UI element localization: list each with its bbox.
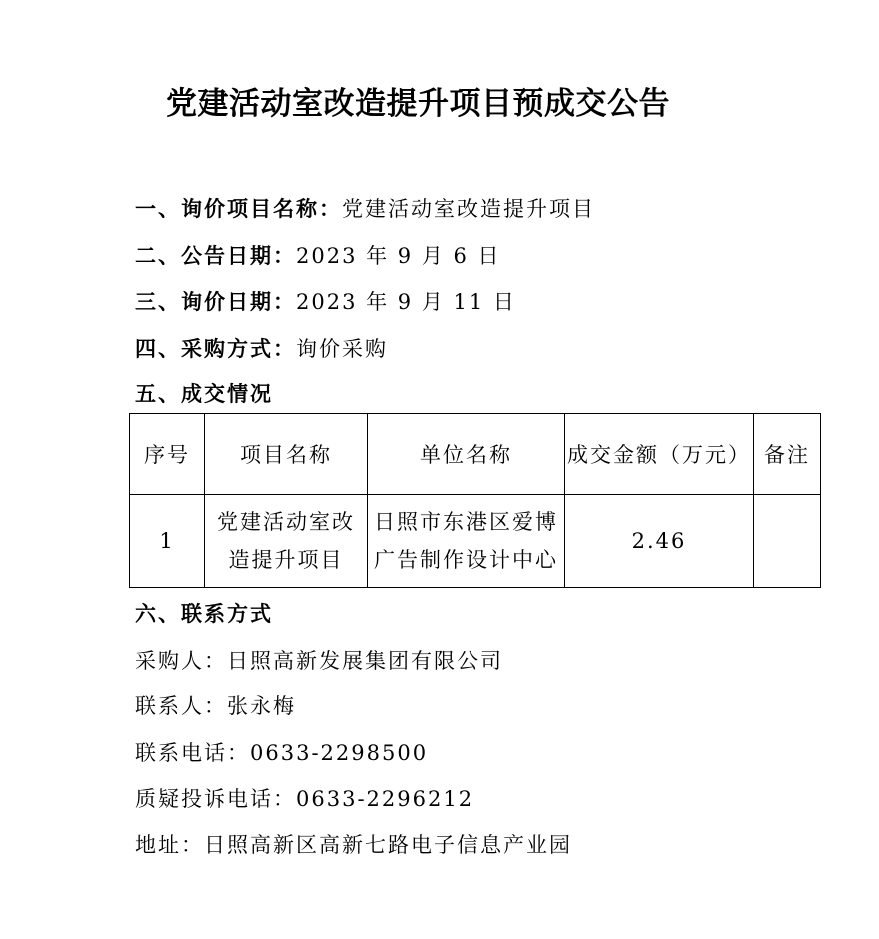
header-unit: 单位名称 [368,414,565,495]
cell-remark [754,495,821,588]
project-name-label: 一、询价项目名称： [135,196,342,221]
announce-date-value: 2023 年 9 月 6 日 [296,244,501,268]
contact-heading-label: 六、联系方式 [135,601,273,626]
contact-person: 联系人：张永梅 [135,694,296,718]
table-header-row [130,414,821,495]
cell-project-line2: 造提升项目 [228,548,344,572]
cell-no: 1 [130,495,205,588]
table-row [130,495,821,588]
cell-project [205,495,368,588]
cell-unit-line1: 日照市东港区爱博 [374,510,558,534]
header-amount: 成交金额（万元） [565,414,754,495]
project-name-line [135,193,595,223]
method-value: 询价采购 [296,337,388,361]
cell-project-line1: 党建活动室改 [217,510,355,534]
contact-address: 地址：日照高新区高新七路电子信息产业园 [135,833,572,857]
method-line [135,333,388,363]
contact-complaint-phone: 质疑投诉电话：0633-2296212 [135,787,475,811]
result-heading [135,378,273,408]
cell-unit-line2: 广告制作设计中心 [374,548,558,572]
contact-buyer: 采购人：日照高新发展集团有限公司 [135,649,503,673]
announce-date-line [135,240,501,270]
header-no: 序号 [130,414,205,495]
result-heading-label: 五、成交情况 [135,381,273,406]
result-table [129,413,821,588]
method-label: 四、采购方式： [135,336,296,361]
contact-heading [135,598,273,628]
contact-phone: 联系电话：0633-2298500 [135,741,429,765]
announce-date-label: 二、公告日期： [135,243,296,268]
header-project: 项目名称 [205,414,368,495]
header-remark: 备注 [754,414,821,495]
inquiry-date-label: 三、询价日期： [135,289,296,314]
inquiry-date-line [135,286,516,316]
page-title: 党建活动室改造提升项目预成交公告 [166,86,670,122]
inquiry-date-value: 2023 年 9 月 11 日 [296,290,516,314]
project-name-value: 党建活动室改造提升项目 [342,197,595,221]
cell-amount: 2.46 [565,495,754,588]
cell-unit [368,495,565,588]
